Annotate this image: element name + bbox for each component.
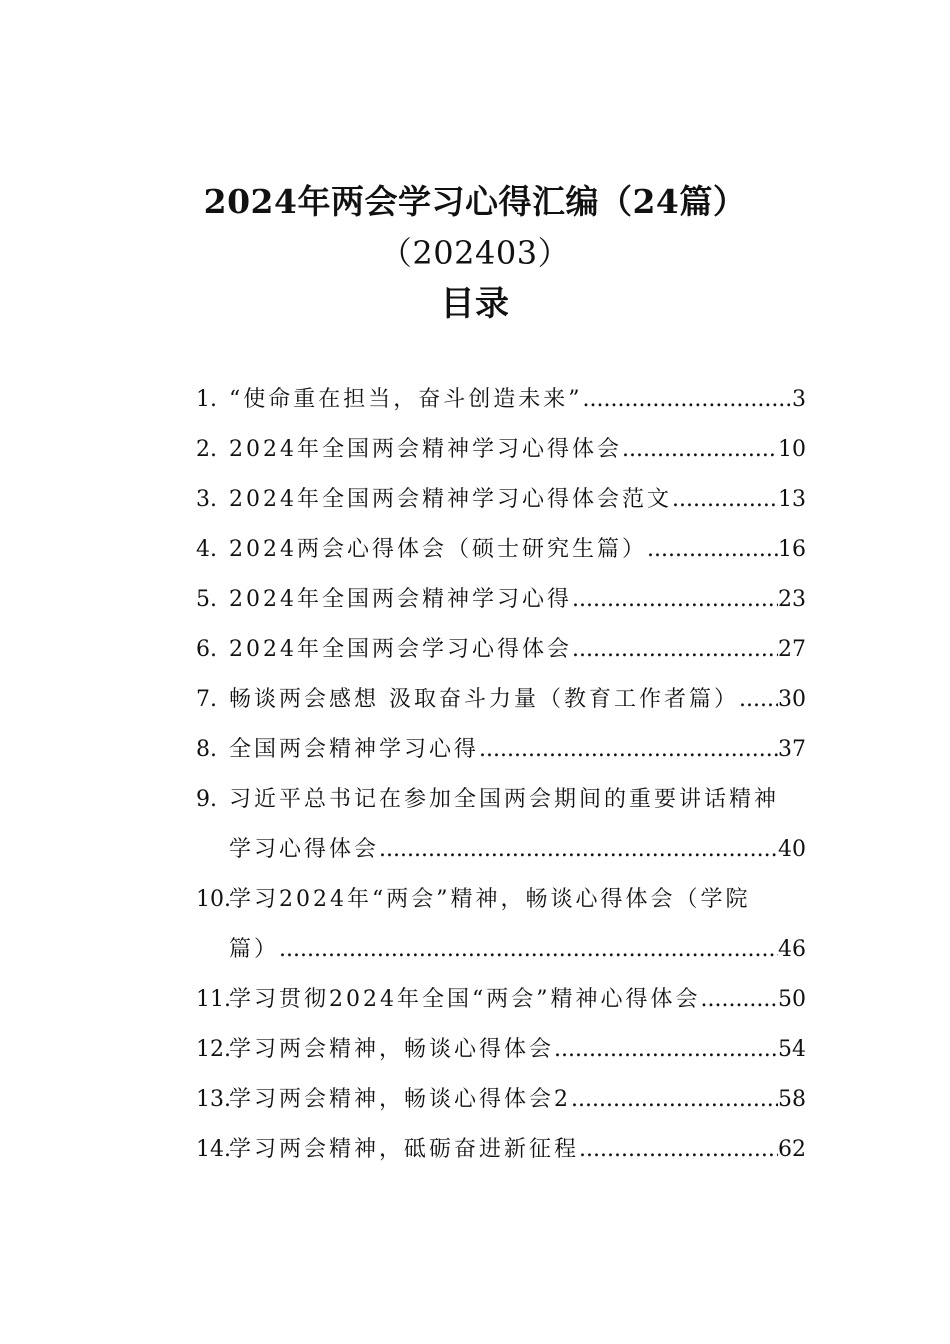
toc-entry-number: 14. — [196, 1137, 231, 1162]
toc-entry[interactable] — [196, 430, 806, 480]
toc-entry-number: 5. — [196, 587, 217, 612]
toc-page-number: 37 — [778, 737, 806, 762]
toc-dot-leader — [572, 580, 778, 620]
toc-entry-body — [229, 580, 806, 620]
toc-entry-number: 7. — [196, 687, 217, 712]
toc-entry-title: 全国两会精神学习心得 — [229, 737, 480, 762]
toc-entry-number: 8. — [196, 737, 217, 762]
toc-entry[interactable] — [196, 380, 806, 430]
toc-entry-body — [229, 780, 806, 820]
toc-entry[interactable] — [196, 1130, 806, 1180]
toc-page-number: 40 — [778, 837, 806, 862]
toc-entry-body — [229, 430, 806, 470]
toc-entry[interactable] — [196, 930, 806, 980]
toc-entry-title: 2024年全国两会学习心得体会 — [229, 637, 572, 662]
toc-dot-leader — [479, 730, 778, 770]
toc-page-number: 62 — [778, 1137, 806, 1162]
toc-entry[interactable] — [196, 680, 806, 730]
toc-page-number: 46 — [778, 937, 806, 962]
toc-entry-number: 10. — [196, 887, 231, 912]
toc-entry-number: 12. — [196, 1037, 231, 1062]
toc-dot-leader — [622, 430, 778, 470]
toc-entry[interactable] — [196, 480, 806, 530]
toc-entry-body — [229, 480, 806, 520]
toc-dot-leader — [700, 980, 778, 1020]
toc-entry[interactable] — [196, 880, 806, 930]
toc-entry-title: 2024年全国两会精神学习心得体会范文 — [229, 487, 672, 512]
toc-entry[interactable] — [196, 830, 806, 880]
toc-entry-body — [229, 1130, 806, 1170]
toc-entry-body — [229, 380, 806, 420]
toc-page-number: 27 — [778, 637, 806, 662]
toc-entry-body — [229, 980, 806, 1020]
toc-entry-title: 学习2024年“两会”精神，畅谈心得体会（学院 — [229, 887, 751, 912]
toc-entry-title: 2024两会心得体会（硕士研究生篇） — [229, 537, 647, 562]
toc-entry-title: 学习两会精神，砥砺奋进新征程 — [229, 1137, 580, 1162]
toc-entry[interactable] — [196, 780, 806, 830]
toc-entry-body — [229, 530, 806, 570]
toc-page-number: 54 — [778, 1037, 806, 1062]
toc-entry[interactable] — [196, 980, 806, 1030]
toc-entry-title: 学习心得体会 — [229, 837, 380, 862]
toc-page-number: 50 — [778, 987, 806, 1012]
toc-dot-leader — [739, 680, 778, 720]
toc-entry-body — [229, 930, 806, 970]
toc-entry-title: 畅谈两会感想 汲取奋斗力量（教育工作者篇） — [229, 687, 739, 712]
toc-dot-leader — [579, 1130, 778, 1170]
toc-dot-leader — [647, 530, 778, 570]
toc-dot-leader — [672, 480, 778, 520]
toc-entry-title: 学习贯彻2024年全国“两会”精神心得体会 — [229, 987, 701, 1012]
table-of-contents — [196, 380, 806, 1180]
toc-page-number: 30 — [778, 687, 806, 712]
toc-entry-body — [229, 1080, 806, 1120]
toc-entry[interactable] — [196, 530, 806, 580]
toc-dot-leader — [571, 1080, 778, 1120]
toc-entry-title: 2024年全国两会精神学习心得体会 — [229, 437, 622, 462]
toc-dot-leader — [379, 830, 778, 870]
toc-entry-title: 篇） — [229, 937, 280, 962]
toc-entry-body — [229, 630, 806, 670]
toc-dot-leader — [279, 930, 778, 970]
toc-dot-leader — [572, 630, 778, 670]
toc-dot-leader — [583, 380, 793, 420]
toc-entry-title: 学习两会精神，畅谈心得体会 — [229, 1037, 555, 1062]
toc-entry-body — [229, 730, 806, 770]
toc-entry-title: 习近平总书记在参加全国两会期间的重要讲话精神 — [229, 787, 780, 812]
toc-page-number: 58 — [778, 1087, 806, 1112]
toc-entry-title: 学习两会精神，畅谈心得体会2 — [229, 1087, 571, 1112]
toc-entry-number: 6. — [196, 637, 217, 662]
toc-entry-body — [229, 830, 806, 870]
toc-page-number: 23 — [778, 587, 806, 612]
toc-entry-number: 2. — [196, 437, 217, 462]
toc-page-number: 16 — [778, 537, 806, 562]
toc-page-number: 10 — [778, 437, 806, 462]
toc-entry[interactable] — [196, 580, 806, 630]
toc-entry-body — [229, 680, 806, 720]
toc-entry-body — [229, 880, 806, 920]
toc-entry-number: 9. — [196, 787, 217, 812]
toc-entry-number: 3. — [196, 487, 217, 512]
toc-entry-number: 11. — [196, 987, 231, 1012]
toc-entry[interactable] — [196, 1030, 806, 1080]
toc-entry-body — [229, 1030, 806, 1070]
toc-entry-title: “使命重在担当，奋斗创造未来” — [229, 387, 583, 412]
toc-entry[interactable] — [196, 730, 806, 780]
toc-entry-number: 4. — [196, 537, 217, 562]
toc-entry-title: 2024年全国两会精神学习心得 — [229, 587, 572, 612]
toc-entry-number: 1. — [196, 387, 217, 412]
toc-page-number: 13 — [778, 487, 806, 512]
toc-dot-leader — [554, 1030, 778, 1070]
toc-entry-number: 13. — [196, 1087, 231, 1112]
toc-page-number: 3 — [792, 387, 806, 412]
document-title: 2024年两会学习心得汇编（24篇） — [203, 182, 747, 221]
document-subtitle: （202403） — [379, 234, 571, 272]
toc-entry[interactable] — [196, 630, 806, 680]
toc-entry[interactable] — [196, 1080, 806, 1130]
toc-heading: 目录 — [440, 284, 510, 324]
